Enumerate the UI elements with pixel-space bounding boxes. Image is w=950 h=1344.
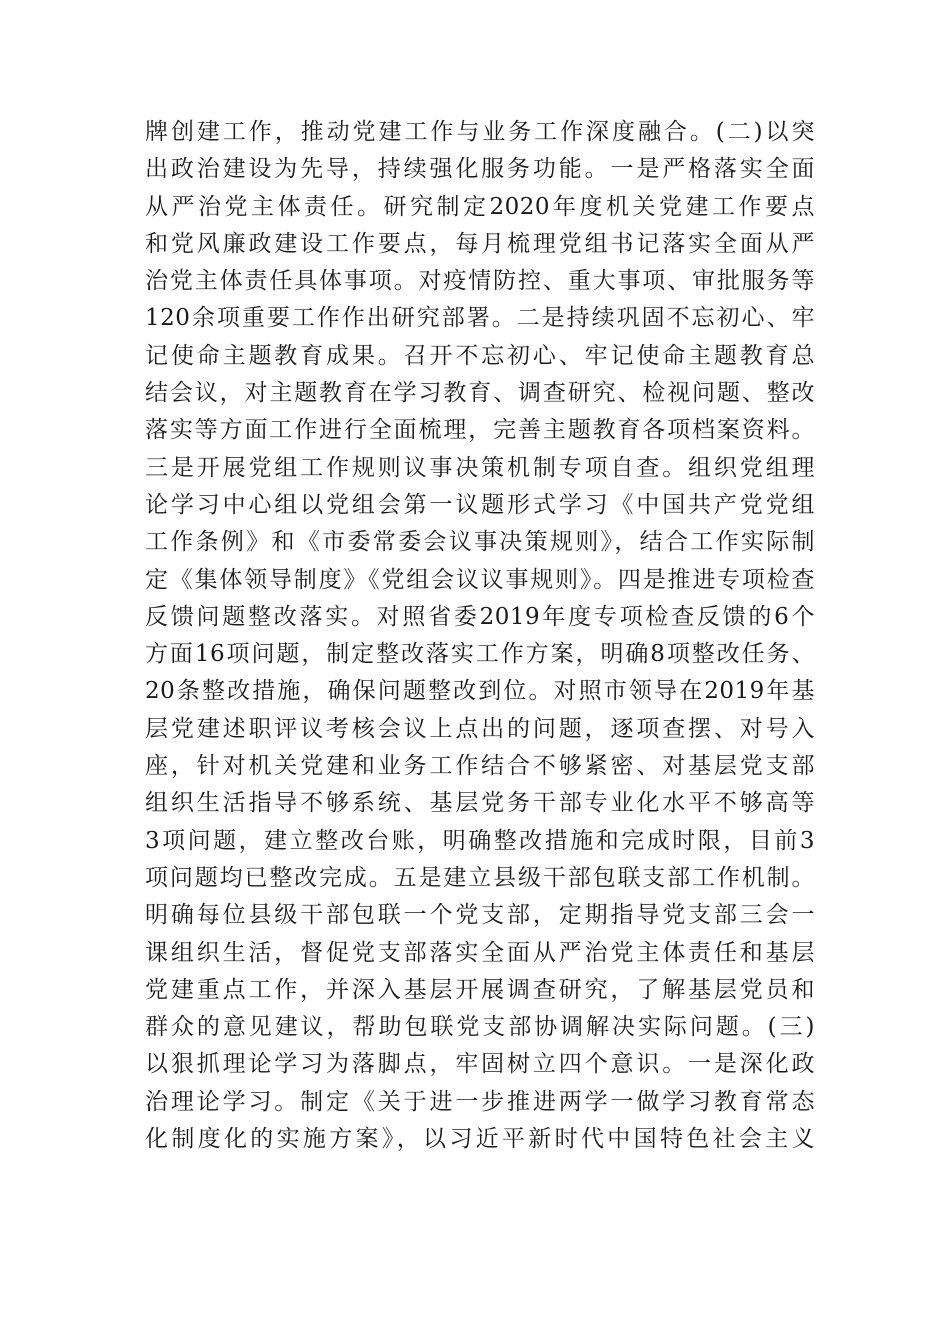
- text-line: 从严治党主体责任。研究制定2020年度机关党建工作要点: [145, 193, 815, 220]
- text-line: 治理论学习。制定《关于进一步推进两学一做学习教育常态: [145, 1088, 815, 1115]
- text-line: 组织生活指导不够系统、基层党务干部专业化水平不够高等: [145, 790, 815, 817]
- text-line: 3项问题，建立整改台账，明确整改措施和完成时限，目前3: [145, 827, 815, 854]
- text-line: 20条整改措施，确保问题整改到位。对照市领导在2019年基: [145, 678, 815, 705]
- text-line: 落实等方面工作进行全面梳理，完善主题教育各项档案资料。: [145, 417, 815, 444]
- text-line: 以狠抓理论学习为落脚点，牢固树立四个意识。一是深化政: [145, 1051, 815, 1078]
- text-line: 论学习中心组以党组会第一议题形式学习《中国共产党党组: [145, 491, 815, 518]
- text-line: 出政治建设为先导，持续强化服务功能。一是严格落实全面: [145, 156, 815, 183]
- text-line: 牌创建工作，推动党建工作与业务工作深度融合。(二)以突: [145, 119, 815, 145]
- body-paragraph: [145, 114, 815, 1158]
- text-line: 和党风廉政建设工作要点，每月梳理党组书记落实全面从严: [145, 230, 815, 257]
- text-line: 层党建述职评议考核会议上点出的问题，逐项查摆、对号入: [145, 715, 815, 742]
- text-line: 课组织生活，督促党支部落实全面从严治党主体责任和基层: [145, 939, 815, 966]
- text-line: 治党主体责任具体事项。对疫情防控、重大事项、审批服务等: [145, 268, 815, 295]
- text-line: 项问题均已整改完成。五是建立县级干部包联支部工作机制。: [145, 864, 815, 891]
- text-line: 定《集体领导制度》《党组会议议事规则》。四是推进专项检查: [145, 566, 815, 593]
- text-line: 120余项重要工作作出研究部署。二是持续巩固不忘初心、牢: [145, 305, 815, 332]
- text-line: 明确每位县级干部包联一个党支部，定期指导党支部三会一: [145, 902, 815, 929]
- text-line: 三是开展党组工作规则议事决策机制专项自查。组织党组理: [145, 454, 815, 481]
- text-line: 方面16项问题，制定整改落实工作方案，明确8项整改任务、: [145, 641, 815, 668]
- text-line: 化制度化的实施方案》，以习近平新时代中国特色社会主义: [145, 1126, 815, 1153]
- text-line: 工作条例》和《市委常委会议事决策规则》，结合工作实际制: [145, 529, 815, 556]
- text-line: 座，针对机关党建和业务工作结合不够紧密、对基层党支部: [145, 753, 815, 780]
- text-line: 群众的意见建议，帮助包联党支部协调解决实际问题。(三): [145, 1014, 815, 1041]
- text-line: 结会议，对主题教育在学习教育、调查研究、检视问题、整改: [145, 380, 815, 407]
- text-line: 党建重点工作，并深入基层开展调查研究，了解基层党员和: [145, 976, 815, 1003]
- text-line: 反馈问题整改落实。对照省委2019年度专项检查反馈的6个: [145, 603, 815, 630]
- text-line: 记使命主题教育成果。召开不忘初心、牢记使命主题教育总: [145, 342, 815, 369]
